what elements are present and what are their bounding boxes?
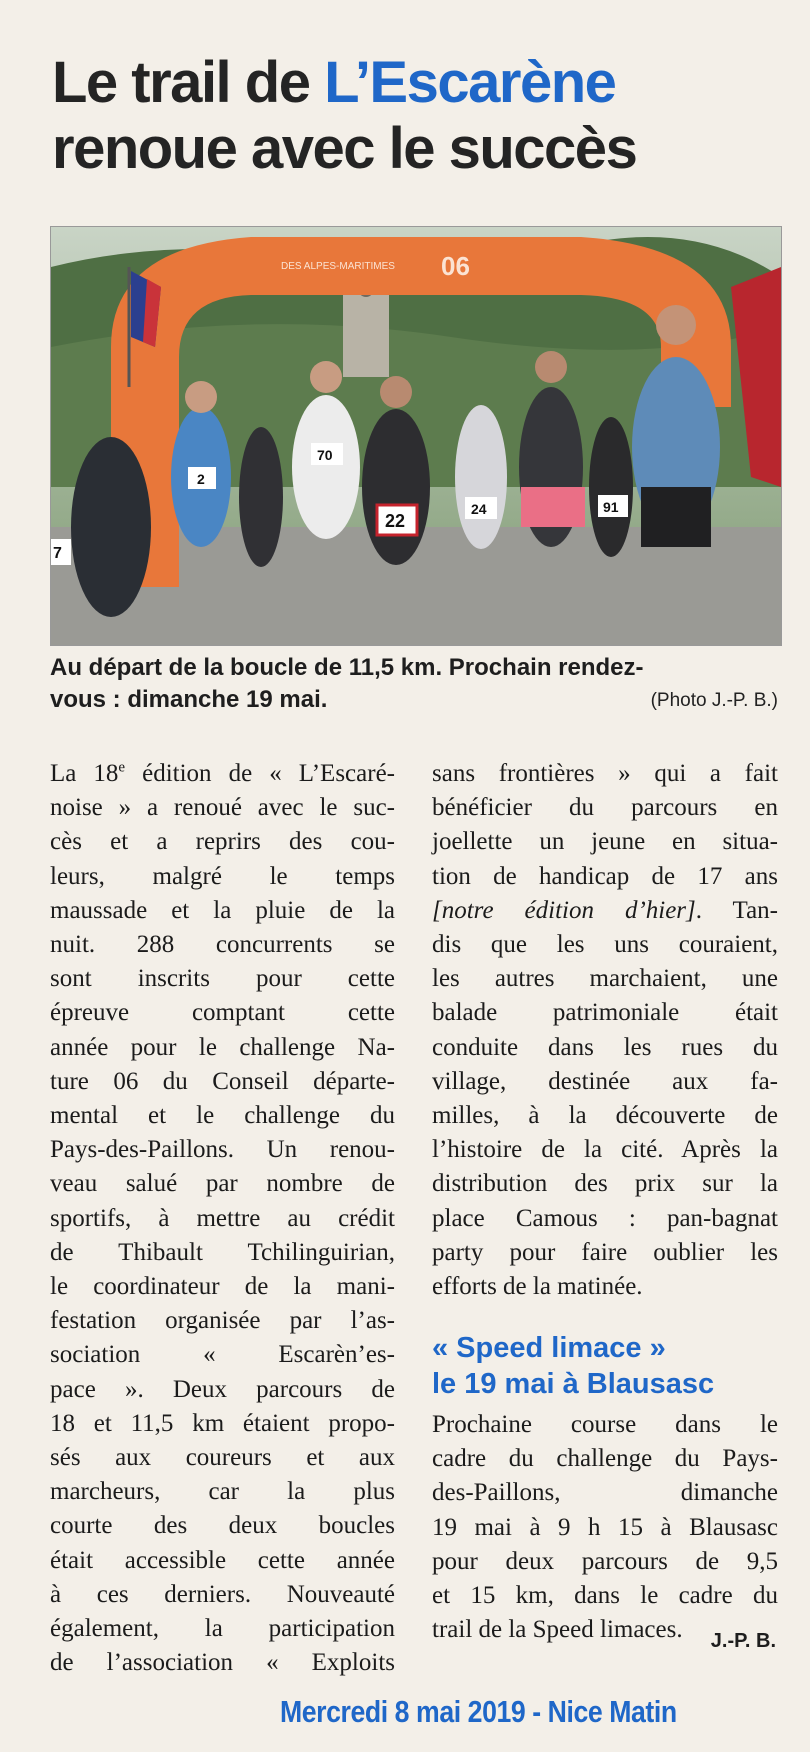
text-line: 18 et 11,5 km étaient propo-	[50, 1409, 395, 1437]
caption-line-2: vous : dimanche 19 mai.	[50, 686, 328, 713]
text-line: bénéficier du parcours en	[432, 794, 778, 822]
superscript: e	[118, 759, 126, 776]
bib-5: 91	[603, 499, 619, 515]
text-line: noise » a renoué avec le suc-	[50, 794, 395, 822]
text-line: cès et a reprirs des cou-	[50, 828, 395, 856]
caption-line-1: Au départ de la boucle de 11,5 km. Prochain rendez-	[50, 654, 644, 681]
text-line: Prochaine course dans le	[432, 1411, 778, 1438]
text-line: balade patrimoniale était	[432, 999, 778, 1027]
text-line: [notre édition d’hier]. Tan-	[432, 896, 778, 924]
text-line: les autres marchaient, une	[432, 965, 778, 993]
text-line: sés aux coureurs et aux	[50, 1444, 395, 1472]
arch-number: 06	[441, 251, 470, 281]
text-line: efforts de la matinée.	[432, 1273, 643, 1301]
bib-3: 22	[385, 511, 406, 531]
text-line: leurs, malgré le temps	[50, 862, 395, 890]
text-line: distribution des prix sur la	[432, 1170, 778, 1198]
text-line: sont inscrits pour cette	[50, 965, 395, 993]
text-line: mental et le challenge du	[50, 1102, 395, 1130]
text-line: marcheurs, car la plus	[50, 1478, 395, 1506]
text-line: sans frontières » qui a fait	[432, 760, 778, 787]
headline-line-1: Le trail de L’Escarène	[52, 50, 616, 115]
text-line: Pays-des-Paillons. Un renou-	[50, 1136, 395, 1164]
text-line: pour deux parcours de 9,5	[432, 1547, 778, 1575]
text-line: était accessible cette année	[50, 1546, 395, 1574]
photo-credit: (Photo J.-P. B.)	[650, 690, 778, 711]
text-line: sportifs, à mettre au crédit	[50, 1204, 395, 1232]
text-line: tion de handicap de 17 ans	[432, 862, 778, 890]
text-line: dis que les uns couraient,	[432, 931, 778, 959]
italic-reference: [notre édition d’hier]	[432, 896, 696, 924]
text-line: nuit. 288 concurrents se	[50, 931, 395, 959]
text-line: veau salué par nombre de	[50, 1170, 395, 1198]
text-line: joellette un jeune en situa-	[432, 828, 778, 856]
headline-accent: L’Escarène	[324, 50, 616, 115]
bib-1: 2	[197, 471, 205, 487]
headline-line-2: renoue avec le succès	[52, 116, 637, 181]
text-line: année pour le challenge Na-	[50, 1033, 395, 1061]
text-line: 19 mai à 9 h 15 à Blausasc	[432, 1513, 778, 1541]
bib-4: 24	[471, 501, 487, 517]
subheading-line-2: le 19 mai à Blausasc	[432, 1368, 715, 1400]
article-column-2	[432, 757, 778, 1304]
text-line: ture 06 du Conseil départe-	[50, 1067, 395, 1095]
text-line: place Camous : pan-bagnat	[432, 1204, 778, 1232]
bib-6: 7	[53, 545, 62, 562]
text-line: party pour faire oublier les	[432, 1238, 778, 1266]
text-line: village, destinée aux fa-	[432, 1067, 778, 1095]
text-line: de Thibault Tchilinguirian,	[50, 1238, 395, 1266]
text-line: l’histoire de la cité. Après la	[432, 1136, 778, 1164]
text-line: courte des deux boucles	[50, 1512, 395, 1540]
text-line: La 18e édition de « L’Escaré-	[50, 759, 395, 787]
text-line: pace ». Deux parcours de	[50, 1375, 395, 1403]
text-line: le coordinateur de la mani-	[50, 1273, 395, 1301]
arch-text: DES ALPES-MARITIMES	[281, 261, 395, 272]
text-line: cadre du challenge du Pays-	[432, 1445, 778, 1473]
text-line: sociation « Escarèn’es-	[50, 1341, 395, 1369]
text-line: conduite dans les rues du	[432, 1033, 778, 1061]
subheading	[432, 1330, 782, 1402]
text-line: et 15 km, dans le cadre du	[432, 1582, 778, 1610]
race-start-photo	[50, 226, 782, 646]
text-line: de l’association « Exploits	[50, 1649, 395, 1677]
photo-illustration	[51, 227, 781, 645]
text-line: à ces derniers. Nouveauté	[50, 1580, 395, 1608]
text-line: festation organisée par l’as-	[50, 1307, 395, 1335]
article-column-3	[432, 1408, 778, 1647]
text-line: également, la participation	[50, 1615, 395, 1643]
text-line: des-Paillons, dimanche	[432, 1479, 778, 1507]
author-signature: J.-P. B.	[710, 1630, 776, 1652]
text-line: milles, à la découverte de	[432, 1102, 778, 1130]
article-column-1	[50, 757, 395, 1680]
text-line: trail de la Speed limaces.	[432, 1616, 683, 1644]
text-line: épreuve comptant cette	[50, 999, 395, 1027]
subheading-line-1: « Speed limace »	[432, 1332, 666, 1364]
bib-2: 70	[317, 447, 333, 463]
headline	[52, 50, 772, 182]
text-line: maussade et la pluie de la	[50, 896, 395, 924]
publication-date-footer: Mercredi 8 mai 2019 - Nice Matin	[280, 1694, 677, 1729]
